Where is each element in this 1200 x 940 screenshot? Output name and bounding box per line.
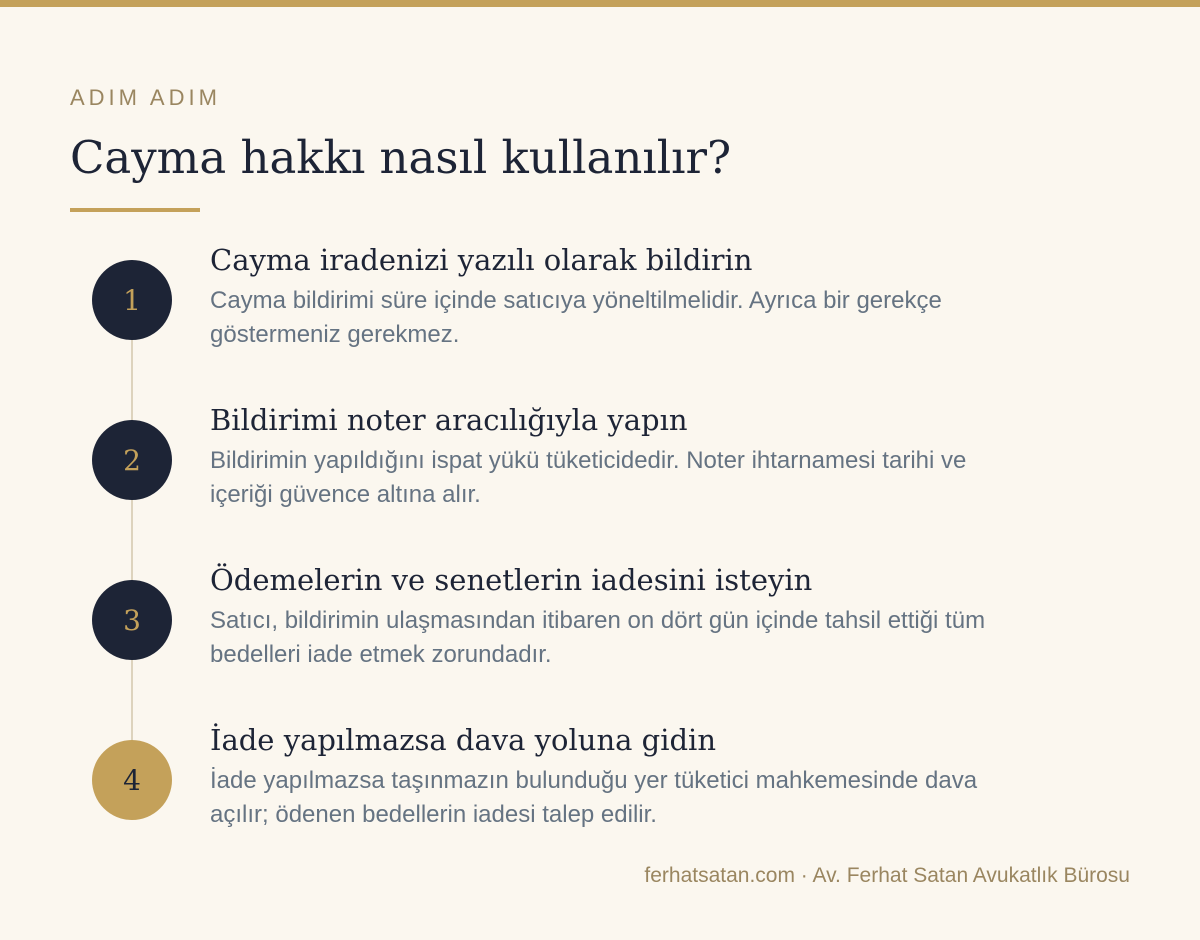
step-description: Bildirimin yapıldığını ispat yükü tüketicidedir. Noter ihtarnamesi tarihi ve içeriği güvence altına alır.	[210, 447, 967, 508]
step-title: Ödemelerin ve senetlerin iadesini isteyin	[210, 563, 813, 597]
timeline-connector	[131, 300, 133, 780]
top-accent-bar	[0, 0, 1200, 7]
step-number-badge: 3	[92, 580, 172, 660]
step-number-badge-active: 4	[92, 740, 172, 820]
step-number-badge: 2	[92, 420, 172, 500]
step-title: Bildirimi noter aracılığıyla yapın	[210, 403, 688, 437]
eyebrow-label: ADIM ADIM	[70, 85, 221, 110]
title-underline	[70, 208, 200, 212]
footer-credit: ferhatsatan.com · Av. Ferhat Satan Avukatlık Bürosu	[644, 864, 1130, 887]
page-title: Cayma hakkı nasıl kullanılır?	[70, 131, 732, 184]
step-title: İade yapılmazsa dava yoluna gidin	[210, 723, 717, 757]
step-description: İade yapılmazsa taşınmazın bulunduğu yer tüketici mahkemesinde dava açılır; ödenen bedellerin iadesi talep edilir.	[210, 767, 978, 828]
step-number-badge: 1	[92, 260, 172, 340]
step-description: Cayma bildirimi süre içinde satıcıya yöneltilmelidir. Ayrıca bir gerekçe göstermeniz gerekmez.	[210, 287, 942, 348]
step-description: Satıcı, bildirimin ulaşmasından itibaren on dört gün içinde tahsil ettiği tüm bedelleri iade etmek zorundadır.	[210, 607, 986, 668]
step-title: Cayma iradenizi yazılı olarak bildirin	[210, 243, 753, 277]
